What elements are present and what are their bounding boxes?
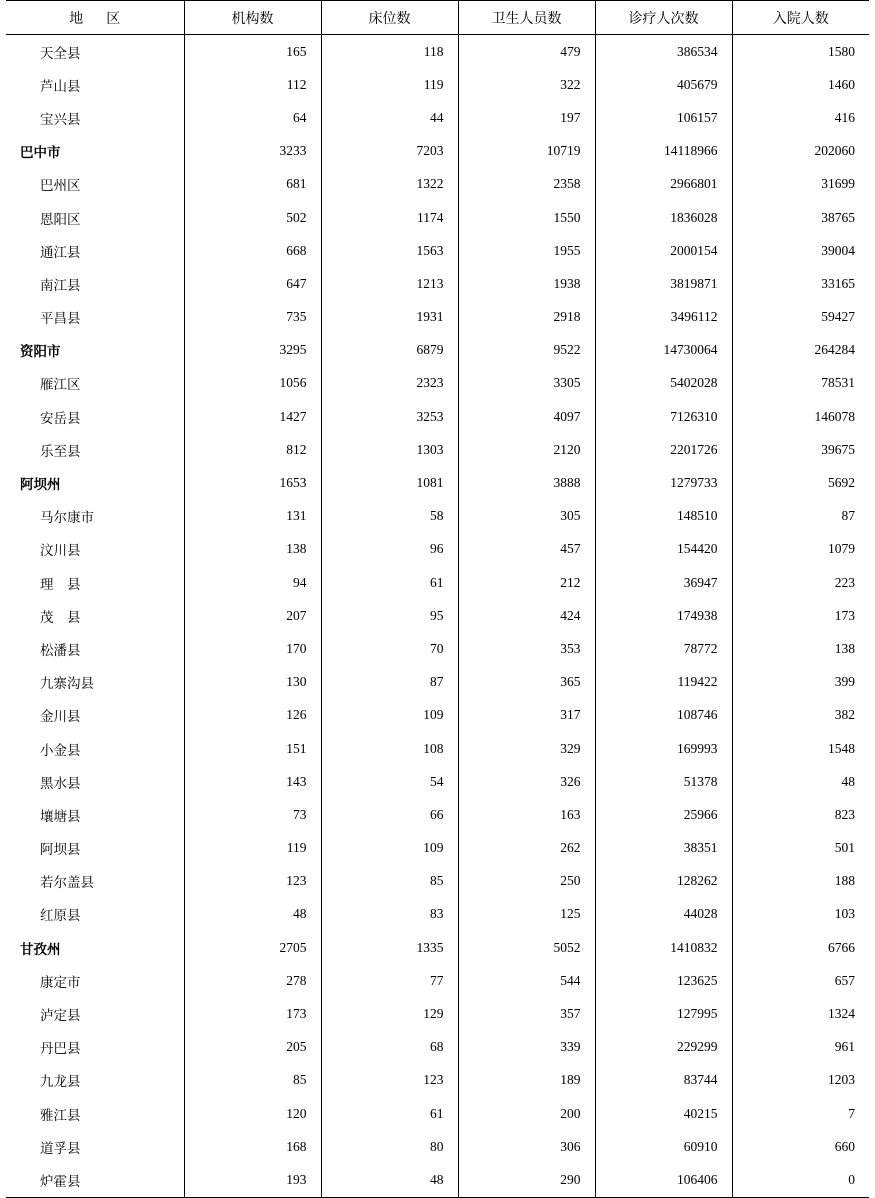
- cell-admissions: 6766: [828, 939, 855, 955]
- cell-visits: 169993: [595, 732, 732, 765]
- cell-institutions: 1653: [184, 466, 321, 499]
- cell-institutions: 1427: [184, 400, 321, 433]
- cell-personnel: 479: [458, 35, 595, 69]
- cell-admissions: 1460: [828, 76, 855, 92]
- cell-beds: 1322: [321, 168, 458, 201]
- cell-visits: 106406: [595, 1163, 732, 1197]
- cell-institutions: 173: [184, 997, 321, 1030]
- cell-visits: 83744: [595, 1064, 732, 1097]
- cell-institutions: 278: [184, 964, 321, 997]
- cell-region: 炉霍县: [6, 1163, 184, 1197]
- cell-personnel: 1955: [458, 234, 595, 267]
- cell-region: 壤塘县: [6, 798, 184, 831]
- table-row: [6, 267, 869, 300]
- cell-visits: 154420: [595, 533, 732, 566]
- cell-region: 红原县: [6, 898, 184, 931]
- table-row: [6, 500, 869, 533]
- table-header: [6, 1, 869, 35]
- cell-beds: 61: [321, 1097, 458, 1130]
- cell-beds: 77: [321, 964, 458, 997]
- cell-beds: 1563: [321, 234, 458, 267]
- cell-institutions: 120: [184, 1097, 321, 1130]
- cell-visits: 5402028: [595, 367, 732, 400]
- table-row: [6, 466, 869, 499]
- cell-beds: 54: [321, 765, 458, 798]
- cell-institutions: 94: [184, 566, 321, 599]
- cell-admissions: 39004: [821, 242, 855, 258]
- cell-personnel: 4097: [458, 400, 595, 433]
- cell-institutions: 668: [184, 234, 321, 267]
- cell-institutions: 647: [184, 267, 321, 300]
- cell-visits: 3496112: [595, 301, 732, 334]
- cell-visits: 14118966: [595, 135, 732, 168]
- column-header-admissions: 入院人数: [732, 1, 869, 35]
- cell-visits: 1836028: [595, 201, 732, 234]
- table-row: [6, 234, 869, 267]
- cell-visits: 78772: [595, 632, 732, 665]
- cell-admissions: 188: [834, 873, 855, 889]
- column-header-visits: 诊疗人次数: [595, 1, 732, 35]
- cell-admissions: 399: [834, 674, 855, 690]
- cell-visits: 2201726: [595, 433, 732, 466]
- cell-admissions: 1324: [828, 1006, 855, 1022]
- cell-beds: 70: [321, 632, 458, 665]
- cell-personnel: 457: [458, 533, 595, 566]
- table-row: [6, 168, 869, 201]
- cell-institutions: 112: [184, 68, 321, 101]
- cell-institutions: 207: [184, 599, 321, 632]
- column-header-beds: 床位数: [321, 1, 458, 35]
- cell-region: 道孚县: [6, 1130, 184, 1163]
- cell-admissions: 48: [841, 773, 855, 789]
- cell-visits: 7126310: [595, 400, 732, 433]
- cell-institutions: 123: [184, 865, 321, 898]
- cell-institutions: 130: [184, 666, 321, 699]
- cell-region: 茂 县: [6, 599, 184, 632]
- cell-beds: 1335: [321, 931, 458, 964]
- cell-personnel: 2120: [458, 433, 595, 466]
- cell-admissions: 823: [834, 806, 855, 822]
- cell-region: 九寨沟县: [6, 666, 184, 699]
- cell-institutions: 165: [184, 35, 321, 69]
- cell-beds: 7203: [321, 135, 458, 168]
- cell-admissions: 657: [834, 972, 855, 988]
- table-row: [6, 1130, 869, 1163]
- cell-personnel: 250: [458, 865, 595, 898]
- cell-visits: 38351: [595, 832, 732, 865]
- cell-visits: 148510: [595, 500, 732, 533]
- cell-visits: 51378: [595, 765, 732, 798]
- cell-beds: 87: [321, 666, 458, 699]
- cell-beds: 95: [321, 599, 458, 632]
- cell-personnel: 357: [458, 997, 595, 1030]
- cell-visits: 36947: [595, 566, 732, 599]
- table-row: [6, 334, 869, 367]
- cell-institutions: 64: [184, 101, 321, 134]
- cell-beds: 68: [321, 1031, 458, 1064]
- cell-region: 马尔康市: [6, 500, 184, 533]
- cell-personnel: 339: [458, 1031, 595, 1064]
- table-row: [6, 35, 869, 69]
- cell-region: 九龙县: [6, 1064, 184, 1097]
- table-row: [6, 898, 869, 931]
- cell-region: 若尔盖县: [6, 865, 184, 898]
- cell-beds: 109: [321, 832, 458, 865]
- cell-admissions: 59427: [821, 309, 855, 325]
- cell-admissions: 78531: [821, 375, 855, 391]
- cell-region: 甘孜州: [6, 931, 184, 964]
- cell-personnel: 2358: [458, 168, 595, 201]
- cell-region: 雁江区: [6, 367, 184, 400]
- cell-region: 雅江县: [6, 1097, 184, 1130]
- cell-admissions: 1079: [828, 541, 855, 557]
- table-row: [6, 1064, 869, 1097]
- cell-region: 宝兴县: [6, 101, 184, 134]
- cell-region: 安岳县: [6, 400, 184, 433]
- cell-region: 通江县: [6, 234, 184, 267]
- cell-region: 汶川县: [6, 533, 184, 566]
- cell-visits: 60910: [595, 1130, 732, 1163]
- table-row: [6, 865, 869, 898]
- cell-institutions: 168: [184, 1130, 321, 1163]
- cell-visits: 106157: [595, 101, 732, 134]
- table-row: [6, 931, 869, 964]
- cell-institutions: 119: [184, 832, 321, 865]
- table-row: [6, 533, 869, 566]
- table-row: [6, 964, 869, 997]
- cell-visits: 44028: [595, 898, 732, 931]
- cell-region: 泸定县: [6, 997, 184, 1030]
- cell-visits: 1410832: [595, 931, 732, 964]
- cell-region: 恩阳区: [6, 201, 184, 234]
- table-row: [6, 599, 869, 632]
- cell-institutions: 151: [184, 732, 321, 765]
- cell-visits: 405679: [595, 68, 732, 101]
- cell-visits: 3819871: [595, 267, 732, 300]
- cell-admissions: 38765: [821, 209, 855, 225]
- cell-personnel: 125: [458, 898, 595, 931]
- cell-beds: 80: [321, 1130, 458, 1163]
- cell-institutions: 143: [184, 765, 321, 798]
- cell-personnel: 306: [458, 1130, 595, 1163]
- cell-admissions: 31699: [821, 176, 855, 192]
- table-row: [6, 832, 869, 865]
- cell-admissions: 33165: [821, 275, 855, 291]
- table-row: [6, 699, 869, 732]
- cell-institutions: 73: [184, 798, 321, 831]
- cell-beds: 109: [321, 699, 458, 732]
- cell-region: 黑水县: [6, 765, 184, 798]
- table-row: [6, 566, 869, 599]
- cell-beds: 3253: [321, 400, 458, 433]
- cell-beds: 1303: [321, 433, 458, 466]
- cell-institutions: 2705: [184, 931, 321, 964]
- cell-region: 巴州区: [6, 168, 184, 201]
- cell-beds: 118: [321, 35, 458, 69]
- cell-region: 康定市: [6, 964, 184, 997]
- cell-institutions: 126: [184, 699, 321, 732]
- cell-beds: 119: [321, 68, 458, 101]
- cell-personnel: 326: [458, 765, 595, 798]
- cell-personnel: 329: [458, 732, 595, 765]
- cell-beds: 1213: [321, 267, 458, 300]
- cell-personnel: 9522: [458, 334, 595, 367]
- table-row: [6, 732, 869, 765]
- cell-region: 理 县: [6, 566, 184, 599]
- column-header-institutions: 机构数: [184, 1, 321, 35]
- cell-region: 天全县: [6, 35, 184, 69]
- cell-personnel: 163: [458, 798, 595, 831]
- cell-beds: 129: [321, 997, 458, 1030]
- cell-beds: 83: [321, 898, 458, 931]
- cell-region: 阿坝州: [6, 466, 184, 499]
- cell-admissions: 223: [834, 574, 855, 590]
- cell-personnel: 189: [458, 1064, 595, 1097]
- cell-institutions: 170: [184, 632, 321, 665]
- cell-region: 丹巴县: [6, 1031, 184, 1064]
- statistics-table: [6, 0, 869, 1198]
- cell-institutions: 3295: [184, 334, 321, 367]
- cell-personnel: 353: [458, 632, 595, 665]
- table-row: [6, 765, 869, 798]
- cell-personnel: 212: [458, 566, 595, 599]
- table-header-row: [6, 1, 869, 35]
- cell-beds: 123: [321, 1064, 458, 1097]
- cell-personnel: 424: [458, 599, 595, 632]
- cell-beds: 108: [321, 732, 458, 765]
- cell-visits: 2966801: [595, 168, 732, 201]
- cell-visits: 108746: [595, 699, 732, 732]
- cell-personnel: 5052: [458, 931, 595, 964]
- cell-personnel: 10719: [458, 135, 595, 168]
- cell-admissions: 138: [834, 640, 855, 656]
- table-row: [6, 400, 869, 433]
- cell-personnel: 317: [458, 699, 595, 732]
- cell-beds: 44: [321, 101, 458, 134]
- cell-personnel: 197: [458, 101, 595, 134]
- cell-admissions: 0: [732, 1163, 869, 1197]
- cell-beds: 2323: [321, 367, 458, 400]
- table-row: [6, 201, 869, 234]
- cell-personnel: 290: [458, 1163, 595, 1197]
- cell-region: 乐至县: [6, 433, 184, 466]
- cell-institutions: 131: [184, 500, 321, 533]
- cell-visits: 14730064: [595, 334, 732, 367]
- table-row: [6, 135, 869, 168]
- table-row: [6, 1097, 869, 1130]
- cell-personnel: 2918: [458, 301, 595, 334]
- cell-admissions: 5692: [828, 475, 855, 491]
- cell-personnel: 3305: [458, 367, 595, 400]
- cell-institutions: 138: [184, 533, 321, 566]
- cell-admissions: 1203: [828, 1072, 855, 1088]
- cell-visits: 40215: [595, 1097, 732, 1130]
- cell-admissions: 146078: [814, 408, 855, 424]
- cell-institutions: 205: [184, 1031, 321, 1064]
- cell-beds: 1081: [321, 466, 458, 499]
- cell-beds: 1931: [321, 301, 458, 334]
- cell-personnel: 1938: [458, 267, 595, 300]
- cell-admissions: 416: [834, 109, 855, 125]
- table-row: [6, 798, 869, 831]
- cell-admissions: 39675: [821, 441, 855, 457]
- cell-personnel: 365: [458, 666, 595, 699]
- table-row: [6, 367, 869, 400]
- cell-visits: 174938: [595, 599, 732, 632]
- cell-visits: 128262: [595, 865, 732, 898]
- cell-beds: 58: [321, 500, 458, 533]
- cell-admissions: 961: [834, 1039, 855, 1055]
- cell-region: 松潘县: [6, 632, 184, 665]
- cell-visits: 119422: [595, 666, 732, 699]
- cell-region: 巴中市: [6, 135, 184, 168]
- cell-institutions: 502: [184, 201, 321, 234]
- table-row: [6, 997, 869, 1030]
- table-row: [6, 433, 869, 466]
- cell-admissions: 1580: [828, 43, 855, 59]
- cell-beds: 85: [321, 865, 458, 898]
- table-row: [6, 301, 869, 334]
- cell-visits: 25966: [595, 798, 732, 831]
- cell-visits: 2000154: [595, 234, 732, 267]
- cell-personnel: 200: [458, 1097, 595, 1130]
- column-header-personnel: 卫生人员数: [458, 1, 595, 35]
- cell-personnel: 262: [458, 832, 595, 865]
- table-row: [6, 68, 869, 101]
- cell-region: 小金县: [6, 732, 184, 765]
- cell-beds: 66: [321, 798, 458, 831]
- cell-admissions: 264284: [814, 342, 855, 358]
- cell-admissions: 382: [834, 707, 855, 723]
- cell-admissions: 202060: [814, 143, 855, 159]
- cell-beds: 48: [321, 1163, 458, 1197]
- cell-beds: 1174: [321, 201, 458, 234]
- cell-admissions: 87: [841, 508, 855, 524]
- cell-institutions: 193: [184, 1163, 321, 1197]
- cell-region: 资阳市: [6, 334, 184, 367]
- cell-visits: 386534: [595, 35, 732, 69]
- cell-region: 芦山县: [6, 68, 184, 101]
- cell-beds: 96: [321, 533, 458, 566]
- cell-institutions: 812: [184, 433, 321, 466]
- cell-visits: 123625: [595, 964, 732, 997]
- cell-admissions: 501: [834, 840, 855, 856]
- cell-institutions: 735: [184, 301, 321, 334]
- cell-institutions: 3233: [184, 135, 321, 168]
- cell-region: 金川县: [6, 699, 184, 732]
- cell-institutions: 1056: [184, 367, 321, 400]
- cell-personnel: 322: [458, 68, 595, 101]
- cell-institutions: 681: [184, 168, 321, 201]
- table-row: [6, 632, 869, 665]
- cell-visits: 1279733: [595, 466, 732, 499]
- cell-region: 南江县: [6, 267, 184, 300]
- cell-personnel: 544: [458, 964, 595, 997]
- cell-personnel: 1550: [458, 201, 595, 234]
- cell-beds: 6879: [321, 334, 458, 367]
- table-body: [6, 35, 869, 1198]
- cell-admissions: 103: [834, 906, 855, 922]
- cell-personnel: 3888: [458, 466, 595, 499]
- cell-personnel: 305: [458, 500, 595, 533]
- cell-admissions: 660: [834, 1138, 855, 1154]
- cell-admissions: 7: [848, 1105, 855, 1121]
- cell-visits: 229299: [595, 1031, 732, 1064]
- cell-institutions: 85: [184, 1064, 321, 1097]
- cell-region: 平昌县: [6, 301, 184, 334]
- table-row: [6, 101, 869, 134]
- cell-beds: 61: [321, 566, 458, 599]
- table-row: [6, 1031, 869, 1064]
- cell-admissions: 1548: [828, 740, 855, 756]
- cell-visits: 127995: [595, 997, 732, 1030]
- column-header-region: 地 区: [6, 1, 184, 35]
- table-row: [6, 1163, 869, 1197]
- cell-admissions: 173: [834, 607, 855, 623]
- cell-region: 阿坝县: [6, 832, 184, 865]
- cell-institutions: 48: [184, 898, 321, 931]
- table-row: [6, 666, 869, 699]
